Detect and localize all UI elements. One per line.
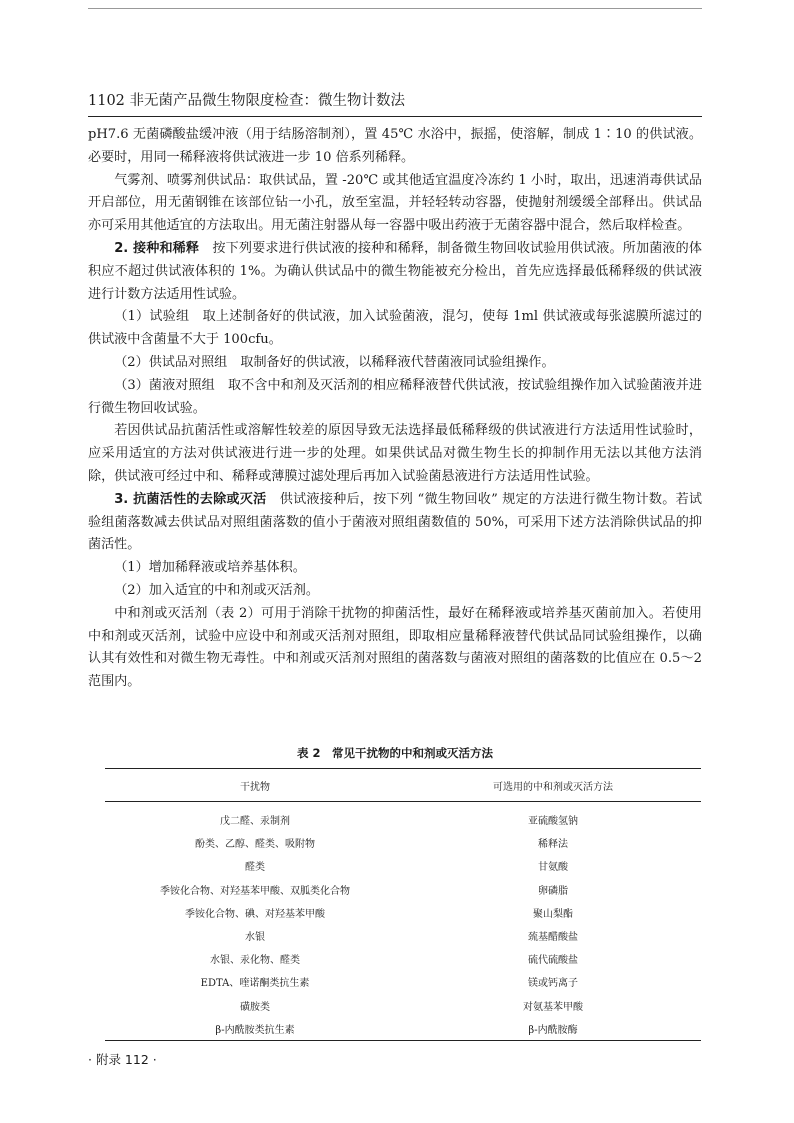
- table-cell-method: 镁或钙离子: [528, 978, 578, 990]
- paragraph-neutralizer: 中和剂或灭活剂（表 2）可用于消除干扰物的抑菌活性，最好在稀释液或培养基灭菌前加入。若使用中和剂或灭活剂，试验中应设中和剂或灭活剂对照组，即取相应量稀释液替代供试品同试验组操作，以确认其有效性和对微生物无毒性。中和剂或灭活剂对照组的菌落数与菌液对照组的菌落数的比值应在 0.5～2 范围内。: [88, 605, 702, 690]
- table-row: [105, 831, 701, 854]
- section-2: [88, 238, 702, 306]
- neutralizer-table: [105, 768, 701, 1041]
- section-2-text: 按下列要求进行供试液的接种和稀释，制备微生物回收试验用供试液。所加菌液的体积应不超过供试液体积的 1%。为确认供试品中的微生物能被充分检出，首先应选择最低稀释级的供试液进行计数方法适用性试验。: [88, 240, 703, 302]
- table-cell-interferent: 季铵化合物、对羟基苯甲酸、双胍类化合物: [160, 885, 350, 897]
- table-cell-method: 稀释法: [538, 839, 568, 851]
- table-cell-interferent: 醛类: [245, 862, 265, 874]
- table-title: 表 2 常见干扰物的中和剂或灭活方法: [296, 746, 493, 760]
- table-row: [105, 854, 701, 877]
- table-cell-interferent: 酚类、乙醇、醛类、吸附物: [195, 839, 315, 851]
- table-header-row: [105, 769, 701, 802]
- table-cell-interferent: 戊二醛、汞制剂: [220, 816, 290, 828]
- table-row: [105, 924, 701, 947]
- table-row: [105, 994, 701, 1017]
- top-rule: [88, 8, 702, 9]
- table-cell-interferent: 水银、汞化物、醛类: [210, 955, 300, 967]
- table-cell-interferent: 磺胺类: [240, 1001, 270, 1013]
- page-number: · 附录 112 ·: [88, 1052, 157, 1067]
- table-cell-method: 卵磷脂: [538, 885, 568, 897]
- section-3-heading: 3. 抗菌活性的去除或灭活: [114, 491, 267, 507]
- item-neutralizer: （2）加入适宜的中和剂或灭活剂。: [114, 582, 319, 598]
- table-row: [105, 802, 701, 832]
- table-cell-method: β-内酰胺酶: [405, 1017, 701, 1041]
- paragraph-aerosol: 气雾剂、喷雾剂供试品：取供试品，置 -20℃ 或其他适宜温度冷冻约 1 小时，取出，迅速消毒供试品开启部位，用无菌钢锥在该部位钻一小孔，放至室温，并轻轻转动容器，使抛射剂缓缓全部释出。供试品亦可采用其他适宜的方法取出。用无菌注射器从每一容器中吸出药液于无菌容器中混合，然后取样检查。: [88, 172, 702, 234]
- paragraph-treatment: 若因供试品抗菌活性或溶解性较差的原因导致无法选择最低稀释级的供试液进行方法适用性试验时，应采用适宜的方法对供试液进行进一步的处理。如果供试品对微生物生长的抑制作用无法以其他方法消除，供试液可经过中和、稀释或薄膜过滤处理后再加入试验菌悬液进行方法适用性试验。: [88, 423, 702, 484]
- table-cell-method: 巯基醋酸盐: [528, 932, 578, 944]
- section-3-text: 供试液接种后，按下列 “微生物回收” 规定的方法进行微生物计数。若试验组菌落数减去供试品对照组菌落数的值小于菌液对照组菌数值的 50%，可采用下述方法消除供试品的抑菌活性。: [88, 491, 702, 553]
- table-cell-method: 硫代硫酸盐: [528, 955, 578, 967]
- section-2-heading: 2. 接种和稀释: [114, 240, 200, 256]
- table-cell-method: 聚山梨酯: [533, 908, 573, 920]
- table-row: [105, 901, 701, 924]
- table-row: [105, 1017, 701, 1041]
- item-culture-control: （3）菌液对照组 取不含中和剂及灭活剂的相应稀释液替代供试液，按试验组操作加入试验菌液并进行微生物回收试验。: [88, 377, 702, 416]
- table-cell-method: 亚硫酸氢钠: [528, 816, 578, 828]
- table-cell-interferent: 季铵化合物、碘、对羟基苯甲酸: [185, 908, 325, 920]
- table-cell-interferent: 水银: [245, 932, 265, 944]
- table-cell-method: 对氨基苯甲酸: [523, 1001, 583, 1013]
- table-row: [105, 970, 701, 993]
- paragraph-buffer: pH7.6 无菌磷酸盐缓冲液（用于结肠溶制剂），置 45℃ 水浴中，振摇，使溶解，制成 1∶10 的供试液。必要时，用同一稀释液将供试液进一步 10 倍系列稀释。: [88, 127, 702, 165]
- table-cell-interferent: EDTA、喹诺酮类抗生素: [200, 978, 310, 990]
- table-cell-interferent: β-内酰胺类抗生素: [105, 1017, 405, 1041]
- table-header-method: 可选用的中和剂或灭活方法: [405, 769, 701, 802]
- table-header-interferent: 干扰物: [105, 769, 405, 802]
- section-3: [88, 489, 702, 557]
- table-row: [105, 878, 701, 901]
- body-text: [88, 124, 702, 694]
- item-sample-control: （2）供试品对照组 取制备好的供试液，以稀释液代替菌液同试验组操作。: [114, 354, 555, 370]
- item-dilution: （1）增加稀释液或培养基体积。: [114, 560, 306, 576]
- running-header: 1102 非无菌产品微生物限度检查：微生物计数法: [88, 89, 702, 117]
- item-test-group: （1）试验组 取上述制备好的供试液，加入试验菌液，混匀，使每 1ml 供试液或每张滤膜所滤过的供试液中含菌量不大于 100cfu。: [88, 309, 702, 348]
- table-cell-method: 甘氨酸: [538, 862, 568, 874]
- table-row: [105, 947, 701, 970]
